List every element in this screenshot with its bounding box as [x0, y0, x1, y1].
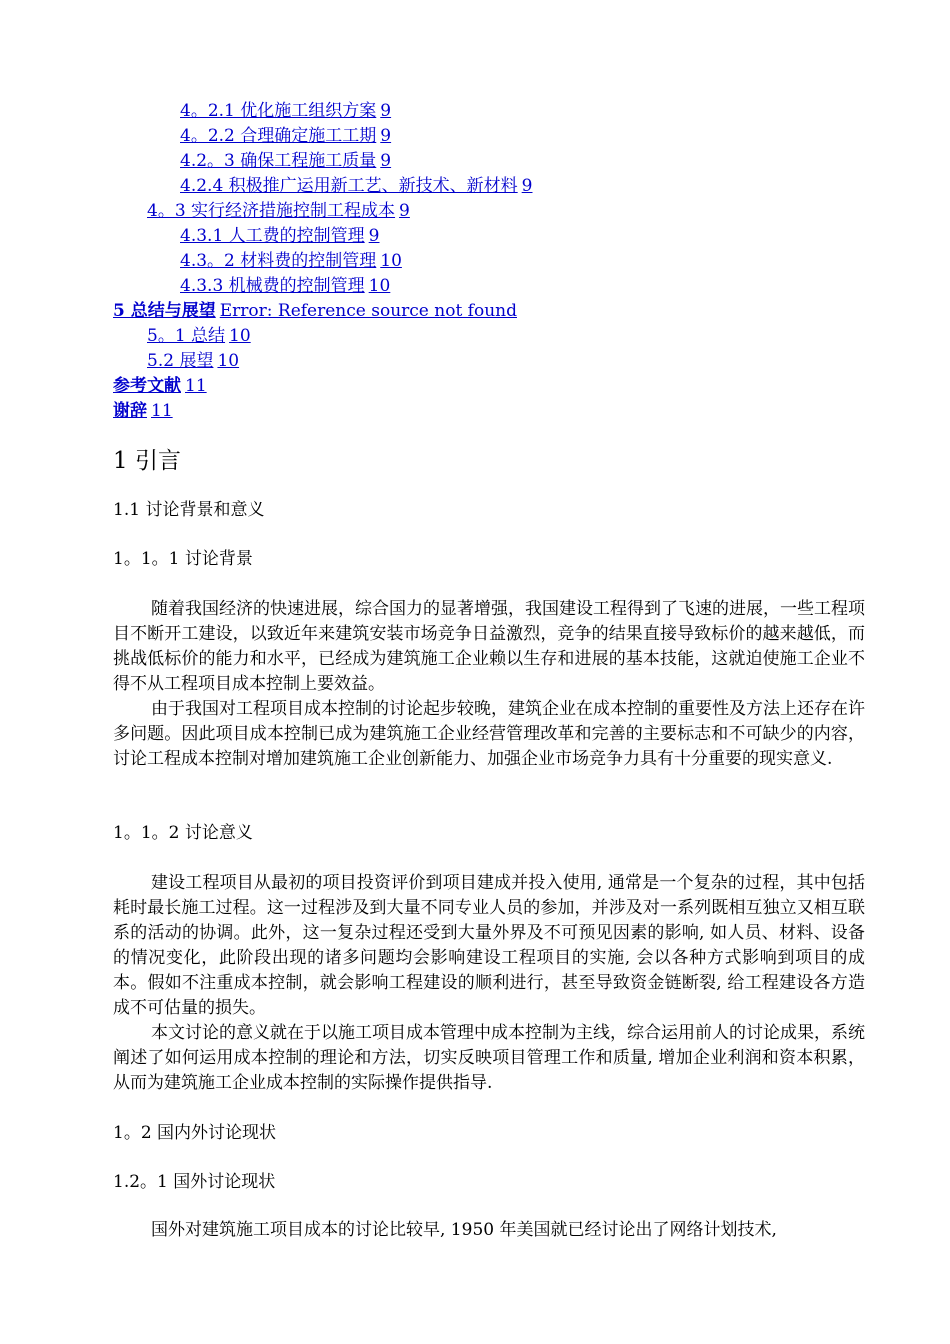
toc-entry-5[interactable]: 5 总结与展望 Error: Reference source not found — [113, 301, 517, 321]
paragraph-significance-1: 建设工程项目从最初的项目投资评价到项目建成并投入使用, 通常是一个复杂的过程，其中包括耗时最长施工过程。这一过程涉及到大量不同专业人员的参加，并涉及对一系列既相互独立又相互联系的活动的协调。此外，这一复杂过程还受到大量外界及不可预见因素的影响, 如人员、材料、设备的情况变化，此阶段出现的诸多问题均会影响建设工程项目的实施, 会以各种方式影响到项目的成本。假如不注重成本控制，就会影响工程建设的顺利进行，甚至导致资金链断裂, 给工程建设各方造成不可估量的损失。 — [113, 873, 865, 1018]
toc-entry-4-3-2[interactable]: 4.3。2 材料费的控制管理 10 — [180, 251, 402, 271]
toc-entry-references[interactable]: 参考文献 11 — [113, 376, 207, 396]
toc-entry-4-2-3[interactable]: 4.2。3 确保工程施工质量 9 — [180, 151, 392, 171]
toc-entry-5-1[interactable]: 5。1 总结 10 — [147, 326, 251, 346]
toc-entry-5-2[interactable]: 5.2 展望 10 — [147, 351, 240, 371]
paragraph-background-2: 由于我国对工程项目成本控制的讨论起步较晚，建筑企业在成本控制的重要性及方法上还存在许多问题。因此项目成本控制已成为建筑施工企业经营管理改革和完善的主要标志和不可缺少的内容，讨论工程成本控制对增加建筑施工企业创新能力、加强企业市场竞争力具有十分重要的现实意义. — [113, 699, 865, 769]
paragraph-significance-2: 本文讨论的意义就在于以施工项目成本管理中成本控制为主线，综合运用前人的讨论成果，系统阐述了如何运用成本控制的理论和方法，切实反映项目管理工作和质量, 增加企业利润和资本积累，从而为建筑施工企业成本控制的实际操作提供指导. — [113, 1023, 865, 1093]
toc-entry-4-2-4[interactable]: 4.2.4 积极推广运用新工艺、新技术、新材料 9 — [180, 176, 533, 196]
paragraph-background-1: 随着我国经济的快速进展，综合国力的显著增强，我国建设工程得到了飞速的进展，一些工程项目不断开工建设，以致近年来建筑安装市场竞争日益激烈，竞争的结果直接导致标价的越来越低，而挑战低标价的能力和水平，已经成为建筑施工企业赖以生存和进展的基本技能，这就迫使施工企业不得不从工程项目成本控制上要效益。 — [113, 599, 865, 694]
heading-1-1: 1.1 讨论背景和意义 — [113, 500, 265, 520]
table-of-contents — [113, 99, 873, 424]
toc-entry-4-3-3[interactable]: 4.3.3 机械费的控制管理 10 — [180, 276, 391, 296]
toc-entry-4-3[interactable]: 4。3 实行经济措施控制工程成本 9 — [147, 201, 410, 221]
toc-entry-4-2-2[interactable]: 4。2.2 合理确定施工工期 9 — [180, 126, 392, 146]
heading-1-1-1: 1。1。1 讨论背景 — [113, 549, 253, 569]
toc-entry-4-2-1[interactable]: 4。2.1 优化施工组织方案 9 — [180, 101, 392, 121]
toc-entry-acknowledgements[interactable]: 谢辞 11 — [113, 401, 173, 421]
heading-introduction: 1 引言 — [113, 448, 181, 474]
heading-1-1-2: 1。1。2 讨论意义 — [113, 823, 253, 843]
paragraph-foreign-research: 国外对建筑施工项目成本的讨论比较早, 1950 年美国就已经讨论出了网络计划技术, — [151, 1220, 777, 1240]
toc-entry-4-3-1[interactable]: 4.3.1 人工费的控制管理 9 — [180, 226, 380, 246]
heading-1-2-1: 1.2。1 国外讨论现状 — [113, 1172, 276, 1192]
heading-1-2: 1。2 国内外讨论现状 — [113, 1123, 277, 1143]
